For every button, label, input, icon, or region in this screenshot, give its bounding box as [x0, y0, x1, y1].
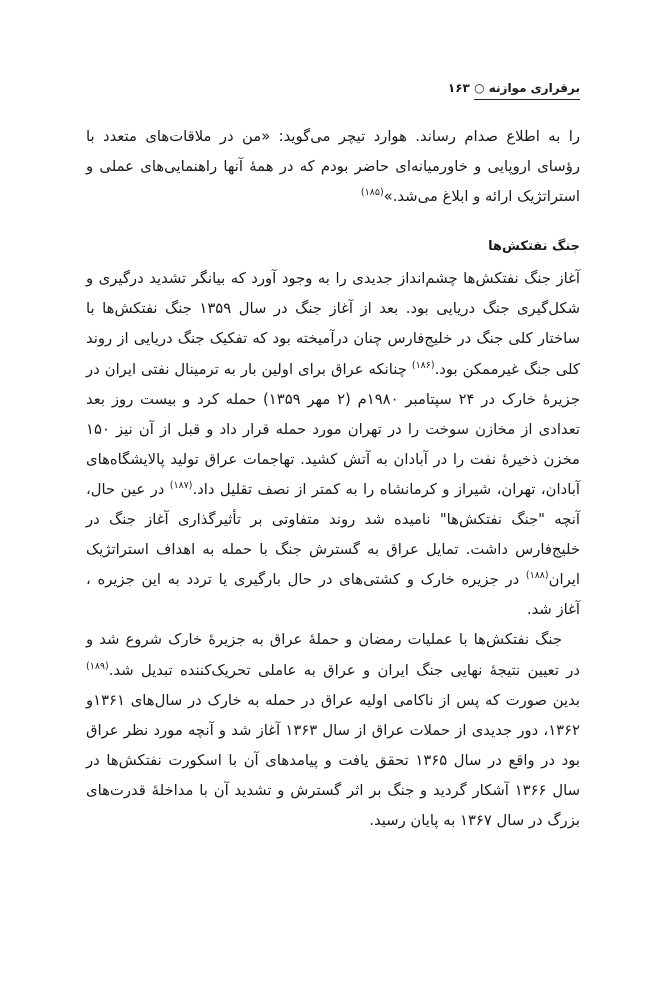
- footnote-ref-187: (۱۸۷): [169, 480, 193, 492]
- footnote-ref-186: (۱۸۶): [411, 359, 435, 371]
- paragraph-3-part-2: بدین صورت که پس از ناکامی اولیه عراق در حمله به خارک در سال‌های ۱۳۶۱و ۱۳۶۲، دور جدیدی از حملات عراق از سال ۱۳۶۳ آغاز شد و آنچه مورد نظر عراق بود در واقع در سال ۱۳۶۵ تحقق یافت و پیامدهای آن با اسکورت نفتکش‌ها در سال ۱۳۶۶ آشکار گردید و جنگ بر اثر گسترش و تشدید آن با مداخلهٔ قدرت‌های بزرگ در سال ۱۳۶۷ به پایان رسید.: [86, 691, 580, 829]
- running-title: برقراری موازنه: [488, 81, 580, 95]
- paragraph-3: [86, 625, 580, 836]
- paragraph-2-part-3: در عین حال، آنچه "جنگ نفتکش‌ها" نامیده شد روند متفاوتی بر تأثیرگذاری آغاز جنگ در خلیج‌فارس داشت. تمایل عراق به گسترش جنگ با حمله به اهداف استراتژیک ایران: [86, 480, 580, 589]
- footnote-ref-188: (۱۸۸): [525, 570, 549, 582]
- paragraph-2-part-2: چنانکه عراق برای اولین بار به ترمینال نفتی ایران در جزیرهٔ خارک در ۲۴ سپتامبر ۱۹۸۰م (۲ مهر ۱۳۵۹) حمله کرد و بیست روز بعد تعدادی از مخازن سوخت را در تهران مورد حمله قرار داد و قبل از آن نیز ۱۵۰ مخزن ذخیرهٔ نفت را در آبادان به آتش کشید. تهاجمات عراق تولید پالایشگاه‌های آبادان، تهران، شیراز و کرمانشاه را به کمتر از نصف تقلیل داد.: [86, 360, 580, 498]
- page-number: ۱۶۳: [447, 81, 470, 95]
- paragraph-1: [86, 122, 580, 212]
- paragraph-2-part-4: در جزیره خارک و کشتی‌های در حال بارگیری یا تردد به این جزیره ، آغاز شد.: [86, 571, 580, 619]
- header-underline: [474, 99, 580, 100]
- paragraph-2: [86, 264, 580, 625]
- paragraph-1-text: را به اطلاع صدام رساند. هوارد تیچر می‌گوید: «من در ملاقات‌های متعدد با رؤسای اروپایی و خاورمیانه‌ای حاضر بودم که در همهٔ آنها راهنمایی‌های عملی و استراتژیک ارائه و ابلاغ می‌شد.»: [86, 128, 580, 206]
- running-header: [86, 80, 580, 102]
- header-separator-icon: ○: [474, 81, 485, 95]
- footnote-ref-185: (۱۸۵): [360, 187, 384, 199]
- paragraph-2-part-1: آغاز جنگ نفتکش‌ها چشم‌انداز جدیدی را به وجود آورد که بیانگر تشدید درگیری و شکل‌گیری جنگ دریایی بود. بعد از آغاز جنگ در سال ۱۳۵۹ جنگ نفتکش‌ها با ساختار کلی جنگ در خلیج‌فارس چنان درآمیخته بود که تفکیک جنگ دریایی از روند کلی جنگ غیرممکن بود.: [86, 270, 580, 378]
- paragraph-3-part-1: جنگ نفتکش‌ها با عملیات رمضان و حملهٔ عراق به جزیرهٔ خارک شروع شد و در تعیین نتیجهٔ نهایی جنگ ایران و عراق به عاملی تحریک‌کننده تبدیل شد.: [86, 631, 580, 679]
- footnote-ref-189: (۱۸۹): [86, 660, 109, 672]
- page-body: [86, 122, 580, 836]
- section-heading: جنگ نفتکش‌ها: [488, 239, 580, 255]
- header-text: [448, 80, 580, 96]
